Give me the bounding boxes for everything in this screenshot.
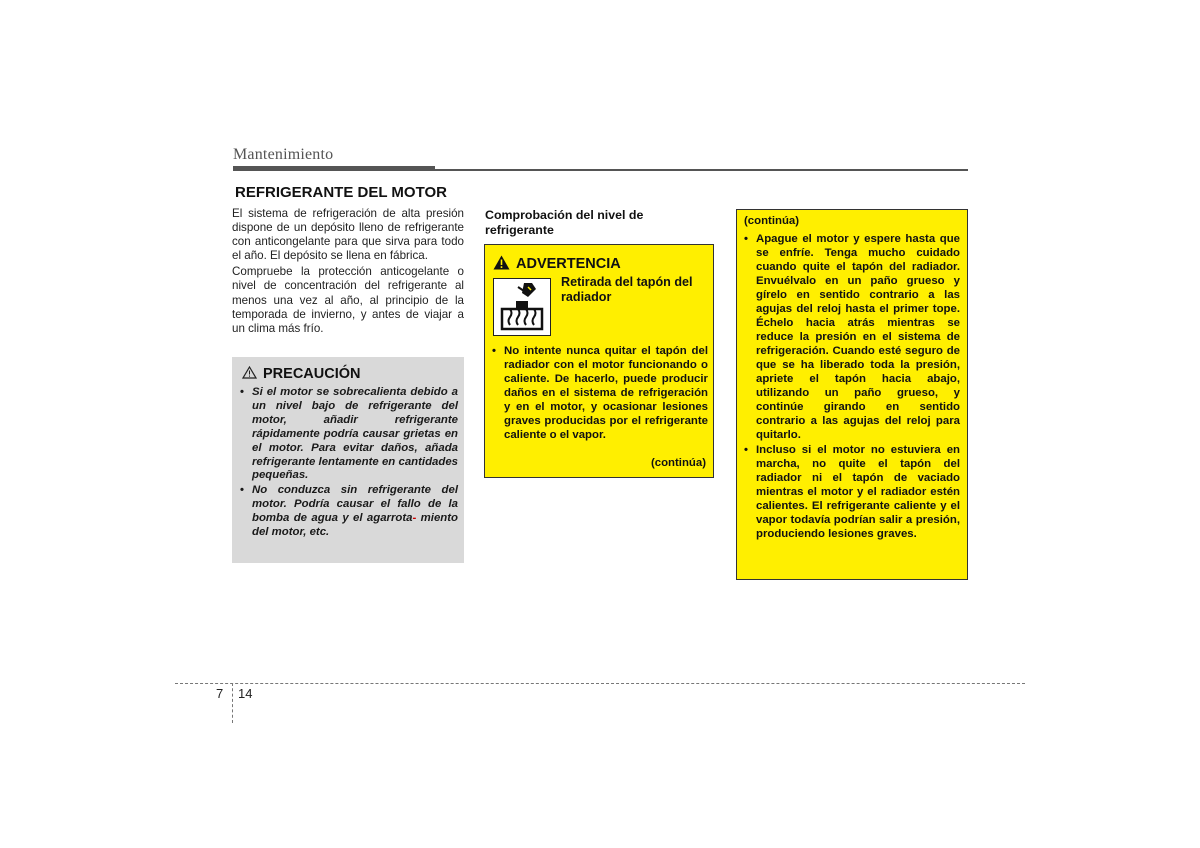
footer-page-divider [232, 683, 233, 723]
header-rule-thick [233, 166, 435, 171]
caution-header [242, 366, 360, 383]
continuation-item: • Incluso si el motor no estuviera en marcha, no quite el tapón del radiador ni el tapón de vaciado mientras el motor y el radiador estén calientes. El refrigerante caliente y el vapor todavía podrían salir a presión, produciendo lesiones graves. [744, 443, 960, 541]
intro-paragraph: El sistema de refrigeración de alta presión dispone de un depósito lleno de refrigerante con anticongelante para que sirva para todo el año. El depósito se llena en fábrica. [232, 207, 464, 263]
footer-divider [175, 683, 1025, 684]
caution-list [240, 386, 458, 541]
intro-text [232, 207, 464, 338]
caution-item: • No conduzca sin refrigerante del motor. Podría causar el fallo de la bomba de agua y el agarrota- miento del motor, etc. [240, 484, 458, 540]
section-label: Mantenimiento [233, 146, 334, 163]
continued-label: (continúa) [650, 457, 706, 469]
intro-paragraph: Compruebe la protección anticogelante o nivel de concentración del refrigerante al menos una vez al año, al principio de la temporada de invierno, y antes de viajar a un clima más frío. [232, 265, 464, 335]
continuation-item: • Apague el motor y espere hasta que se enfríe. Tenga mucho cuidado cuando quite el tapón del radiador. Envuélvalo en un paño grueso y gírelo en sentido contrario a las agujas del reloj hasta el primer tope. Échelo hacia atrás mientras se reduce la presión en el sistema de refrigeración. Cuando esté seguro de que se ha liberado toda la presión, apriete el tapón hacia abajo, utilizando un paño grueso, y continúe girando en sentido contrario a las agujas del reloj para quitarlo. [744, 232, 960, 442]
warning-header [493, 255, 621, 274]
page-number: 14 [238, 686, 253, 701]
continuation-list [744, 232, 960, 542]
caution-title: PRECAUCIÓN [263, 366, 361, 382]
page-title: REFRIGERANTE DEL MOTOR [235, 184, 447, 201]
check-title: Comprobación del nivel de refrigerante [485, 208, 644, 237]
caution-box [232, 357, 464, 563]
caution-item: • Si el motor se sobrecalienta debido a un nivel bajo de refrigerante del motor, añadir refrigerante rápidamente podría causar grietas en el motor. Para evitar daños, añada refrigerante lentamente en cantidades pequeñas. [240, 386, 458, 483]
warning-item: • No intente nunca quitar el tapón del radiador con el motor funcionando o caliente. De hacerlo, puede producir daños en el sistema de refrigeración y en el motor, y ocasionar lesiones graves producidas por el refrigerante caliente o el vapor. [492, 344, 708, 442]
warning-title: ADVERTENCIA [516, 256, 621, 272]
continuation-box [736, 209, 968, 580]
header-rule-thin [435, 169, 968, 171]
warning-triangle-icon [242, 366, 257, 383]
warning-list [492, 344, 708, 442]
warning-box [484, 244, 714, 478]
hyphen-mark: - [412, 512, 417, 525]
chapter-number: 7 [216, 686, 224, 701]
hot-radiator-icon [493, 278, 551, 336]
warning-subtitle: Retirada del tapón del radiador [561, 275, 693, 304]
continuation-title: (continúa) [744, 215, 800, 227]
warning-triangle-icon [493, 255, 510, 274]
